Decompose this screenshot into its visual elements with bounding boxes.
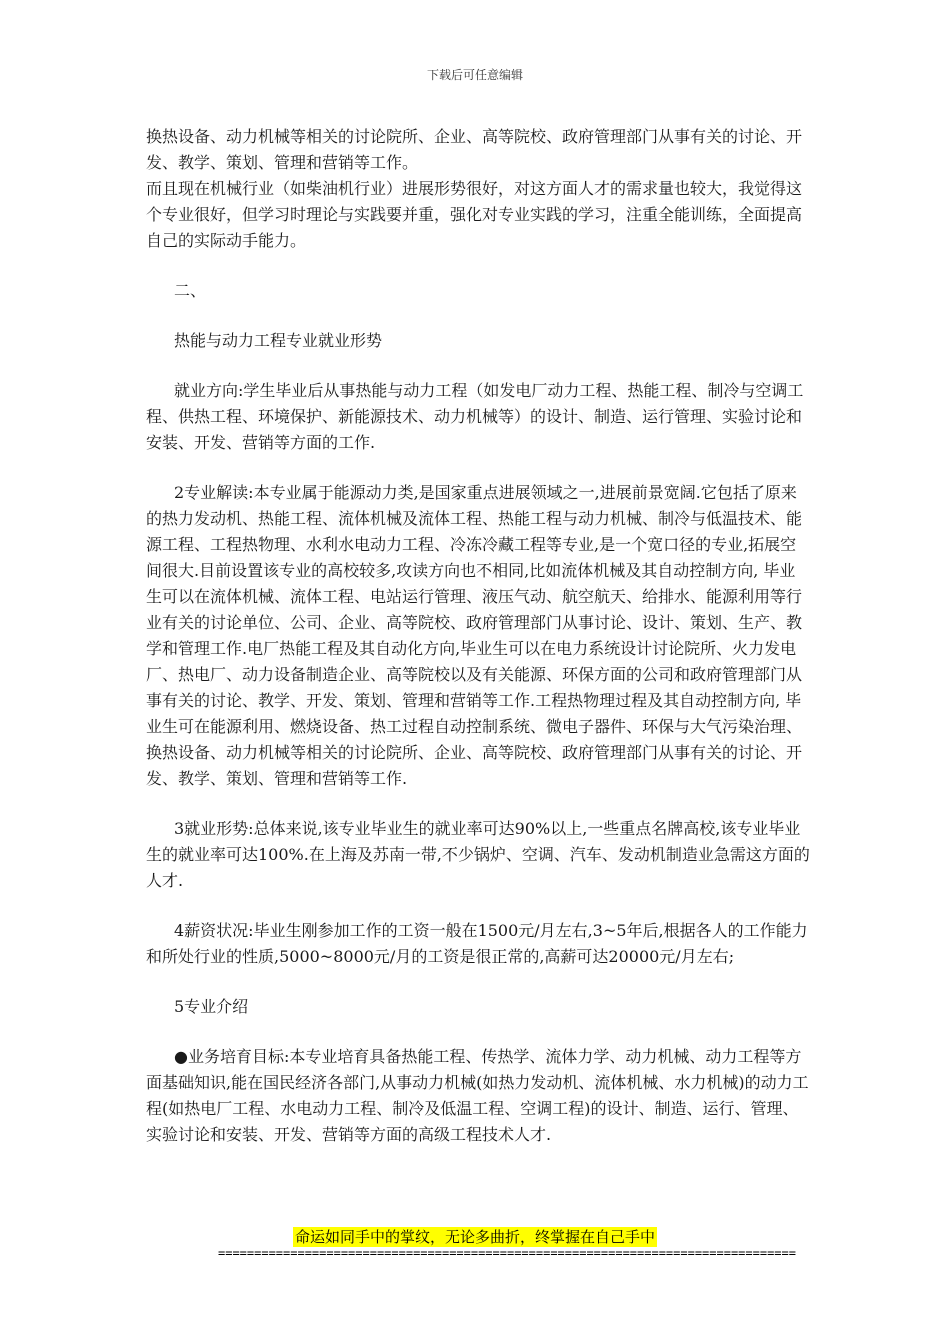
paragraph-major-analysis: 2专业解读:本专业属于能源动力类,是国家重点进展领域之一,进展前景宽阔.它包括了原来的热力发动机、热能工程、流体机械及流体工程、热能工程与动力机械、制冷与低温技术、能源工程、工程热物理、水利水电动力工程、冷冻冷藏工程等专业,是一个宽口径的专业,拓展空间很大.目前设置该专业的高校较多,攻读方向也不相同,比如流体机械及其自动控制方向, 毕业生可以在流体机械、流体工程、电站运行管理、液压气动、航空航天、给排水、能源利用等行业有关的讨论单位、公司、企业、高等院校、政府管理部门从事讨论、设计、策划、生产、教学和管理工作.电厂热能工程及其自动化方向,毕业生可以在电力系统设计讨论院所、火力发电厂、热电厂、动力设备制造企业、高等院校以及有关能源、环保方面的公司和政府管理部门从事有关的讨论、教学、开发、策划、管理和营销等工作.工程热物理过程及其自动控制方向, 毕业生可在能源利用、燃烧设备、热工过程自动控制系统、微电子器件、环保与大气污染治理、换热设备、动力机械等相关的讨论院所、企业、高等院校、政府管理部门从事有关的讨论、开发、教学、策划、管理和营销等工作. <box>146 483 803 788</box>
paragraph-salary: 4薪资状况:毕业生刚参加工作的工资一般在1500元/月左右,3~5年后,根据各人的工作能力和所处行业的性质,5000~8000元/月的工资是很正常的,高薪可达20000元/月左右; <box>146 921 808 966</box>
spacer <box>146 894 810 918</box>
paragraph-intro-2: 而且现在机械行业（如柴油机行业）进展形势很好，对这方面人才的需求量也较大，我觉得这个专业很好，但学习时理论与实践要并重，强化对专业实践的学习，注重全能训练，全面提高自己的实际动手能力。 <box>146 179 803 250</box>
paragraph-employment-direction: 就业方向:学生毕业后从事热能与动力工程（如发电厂动力工程、热能工程、制冷与空调工程、供热工程、环境保护、新能源技术、动力机械等）的设计、制造、运行管理、实验讨论和安装、开发、营销等方面的工作. <box>146 381 804 452</box>
paragraph-employment-situation: 3就业形势:总体来说,该专业毕业生的就业率可达90%以上,一些重点名牌高校,该专业毕业生的就业率可达100%.在上海及苏南一带,不少锅炉、空调、汽车、发动机制造业急需这方面的人才. <box>146 819 810 890</box>
paragraph-training-goal: ●业务培育目标:本专业培育具备热能工程、传热学、流体力学、动力机械、动力工程等方面基础知识,能在国民经济各部门,从事动力机械(如热力发动机、流体机械、水力机械)的动力工程(如热电厂工程、水电动力工程、制冷及低温工程、空调工程)的设计、制造、运行、管理、实验讨论和安装、开发、营销等方面的高级工程技术人才. <box>146 1047 809 1144</box>
spacer <box>146 354 810 378</box>
section-title: 热能与动力工程专业就业形势 <box>174 331 383 350</box>
spacer <box>146 304 810 328</box>
paragraph-major-intro-heading: 5专业介绍 <box>174 997 249 1016</box>
spacer <box>146 970 810 994</box>
spacer <box>146 456 810 480</box>
footer-motto: 命运如同手中的掌纹，无论多曲折，终掌握在自己手中 <box>294 1228 655 1246</box>
spacer <box>146 254 810 278</box>
footer-motto-banner <box>0 1226 950 1247</box>
paragraph-intro-1: 换热设备、动力机械等相关的讨论院所、企业、高等院校、政府管理部门从事有关的讨论、开发、教学、策划、管理和营销等工作。 <box>146 127 803 172</box>
spacer <box>146 792 810 816</box>
section-number: 二、 <box>174 281 207 300</box>
page-header-note: 下载后可任意编辑 <box>426 68 523 82</box>
document-body <box>146 124 810 1148</box>
footer-rule-line: ================================================================================ <box>218 1247 796 1259</box>
spacer <box>146 1020 810 1044</box>
